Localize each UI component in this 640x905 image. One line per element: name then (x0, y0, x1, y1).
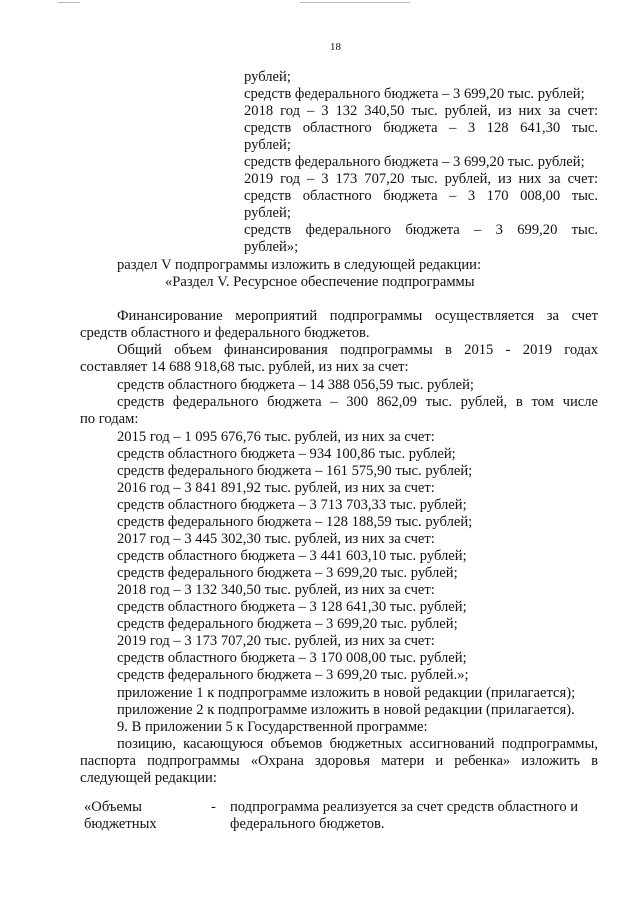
year-line: средств федерального бюджета – 161 575,90 тыс. рублей; (117, 463, 473, 479)
paragraph-line: по годам: (80, 411, 139, 427)
table-left-cell: бюджетных (84, 816, 157, 832)
text-line: рублей; (244, 69, 291, 85)
paragraph-line: средств областного бюджета – 14 388 056,59 тыс. рублей; (117, 377, 474, 393)
table-left-cell: «Объемы (84, 799, 142, 815)
appendix-line: приложение 2 к подпрограмме изложить в новой редакции (прилагается). (117, 702, 575, 718)
year-line: средств федерального бюджета – 3 699,20 тыс. рублей; (117, 616, 458, 632)
text-line: 2018 год – 3 132 340,50 тыс. рублей, из них за счет: (244, 103, 598, 119)
year-line: 2015 год – 1 095 676,76 тыс. рублей, из них за счет: (117, 429, 435, 445)
appendix-line: приложение 1 к подпрограмме изложить в новой редакции (прилагается); (117, 685, 576, 701)
text-line: рублей»; (244, 239, 299, 255)
year-line: 2018 год – 3 132 340,50 тыс. рублей, из них за счет: (117, 582, 435, 598)
page-number: 18 (330, 41, 341, 53)
text-line: средств федерального бюджета – 3 699,20 тыс. рублей; (244, 154, 585, 170)
year-line: средств федерального бюджета – 3 699,20 тыс. рублей; (117, 565, 458, 581)
text-line: средств областного бюджета – 3 128 641,30 тыс. (244, 120, 598, 136)
text-line: рублей; (244, 137, 291, 153)
paragraph-line: средств областного и федерального бюджетов. (80, 325, 370, 341)
paragraph-line: следующей редакции: (80, 770, 217, 786)
year-line: 2019 год – 3 173 707,20 тыс. рублей, из них за счет: (117, 633, 435, 649)
paragraph-line: Общий объем финансирования подпрограммы в 2015 - 2019 годах (117, 342, 598, 358)
year-line: средств областного бюджета – 934 100,86 тыс. рублей; (117, 446, 456, 462)
section-title: «Раздел V. Ресурсное обеспечение подпрограммы (165, 274, 475, 290)
paragraph-line: позицию, касающуюся объемов бюджетных ассигнований подпрограммы, (117, 736, 598, 752)
paragraph-line: Финансирование мероприятий подпрограммы осуществляется за счет (117, 308, 598, 324)
year-line: средств федерального бюджета – 128 188,59 тыс. рублей; (117, 514, 473, 530)
text-line: 2019 год – 3 173 707,20 тыс. рублей, из них за счет: (244, 171, 598, 187)
year-line: средств федерального бюджета – 3 699,20 тыс. рублей.»; (117, 667, 469, 683)
section-instruction: раздел V подпрограммы изложить в следующей редакции: (117, 257, 482, 273)
year-line: средств областного бюджета – 3 128 641,30 тыс. рублей; (117, 599, 467, 615)
scan-artifact (300, 2, 410, 3)
text-line: рублей; (244, 205, 291, 221)
table-right-cell: подпрограмма реализуется за счет средств областного и (230, 799, 579, 815)
paragraph-line: паспорта подпрограммы «Охрана здоровья матери и ребенка» изложить в (80, 753, 598, 769)
table-right-cell: федерального бюджетов. (230, 816, 385, 832)
text-line: средств областного бюджета – 3 170 008,00 тыс. (244, 188, 598, 204)
scan-artifact (58, 2, 80, 3)
text-line: средств федерального бюджета – 3 699,20 тыс. (244, 222, 598, 238)
year-line: 2017 год – 3 445 302,30 тыс. рублей, из них за счет: (117, 531, 435, 547)
paragraph-line: составляет 14 688 918,68 тыс. рублей, из них за счет: (80, 359, 409, 375)
year-line: средств областного бюджета – 3 713 703,33 тыс. рублей; (117, 497, 467, 513)
item-heading: 9. В приложении 5 к Государственной программе: (117, 719, 428, 735)
year-line: средств областного бюджета – 3 441 603,10 тыс. рублей; (117, 548, 467, 564)
year-line: 2016 год – 3 841 891,92 тыс. рублей, из них за счет: (117, 480, 435, 496)
table-dash: - (211, 799, 216, 815)
year-line: средств областного бюджета – 3 170 008,00 тыс. рублей; (117, 650, 467, 666)
paragraph-line: средств федерального бюджета – 300 862,09 тыс. рублей, в том числе (117, 394, 598, 410)
text-line: средств федерального бюджета – 3 699,20 тыс. рублей; (244, 86, 585, 102)
